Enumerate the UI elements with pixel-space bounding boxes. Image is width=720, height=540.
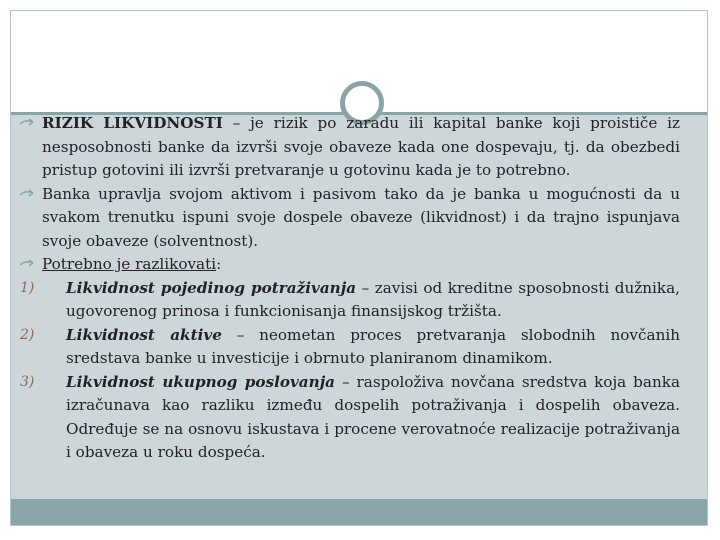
bullet-lead: RIZIK LIKVIDNOSTI [42, 114, 223, 132]
numbered-item [20, 371, 680, 465]
bullet-text: – je rizik po zaradu ili kapital banke koji proističe iz nesposobnosti banke da izvrši svoje obaveze kada one dospevaju, tj. da obezbedi pristup gotovini ili izvrši pretvaranje u gotovinu kada je to potrebno. [42, 114, 680, 179]
item-term: Likvidnost pojedinog potraživanja [66, 278, 357, 297]
slide-body [20, 112, 680, 465]
numbered-item [20, 324, 680, 371]
item-number: 3) [20, 373, 35, 390]
item-term: Likvidnost aktive [66, 325, 222, 344]
item-number: 2) [20, 326, 35, 343]
item-text: – raspoloživa novčana sredstva koja banka izračunava kao razliku između dospelih potraživanja i dospelih obaveza. Određuje se na osnovu iskustava i procene verovatnoće realizacije potraživanja i obaveza u roku dospeća. [66, 372, 680, 461]
arrow-bullet-icon [20, 119, 34, 129]
numbered-item [20, 277, 680, 324]
bullet-item [20, 183, 680, 254]
item-text: – neometan proces pretvaranja slobodnih novčanih sredstava banke u investicije i obrnuto planiranom dinamikom. [66, 325, 680, 367]
bullet-underlined-text: Potrebno je razlikovati [42, 255, 217, 273]
bullet-item [20, 112, 680, 183]
arrow-bullet-icon [20, 190, 34, 200]
bullet-suffix: : [216, 255, 222, 273]
arrow-bullet-icon [20, 260, 34, 270]
item-text: – zavisi od kreditne sposobnosti dužnika, ugovorenog prinosa i funkcionisanja finansijskog tržišta. [66, 278, 680, 320]
footer-bar [11, 499, 707, 525]
item-term: Likvidnost ukupnog poslovanja [66, 372, 336, 391]
bullet-text: Banka upravlja svojom aktivom i pasivom tako da je banka u mogućnosti da u svakom trenutku ispuni svoje dospele obaveze (likvidnost) i da trajno ispunjava svoje obaveze (solventnost). [42, 184, 680, 250]
bullet-item [20, 253, 680, 277]
item-number: 1) [20, 279, 35, 296]
